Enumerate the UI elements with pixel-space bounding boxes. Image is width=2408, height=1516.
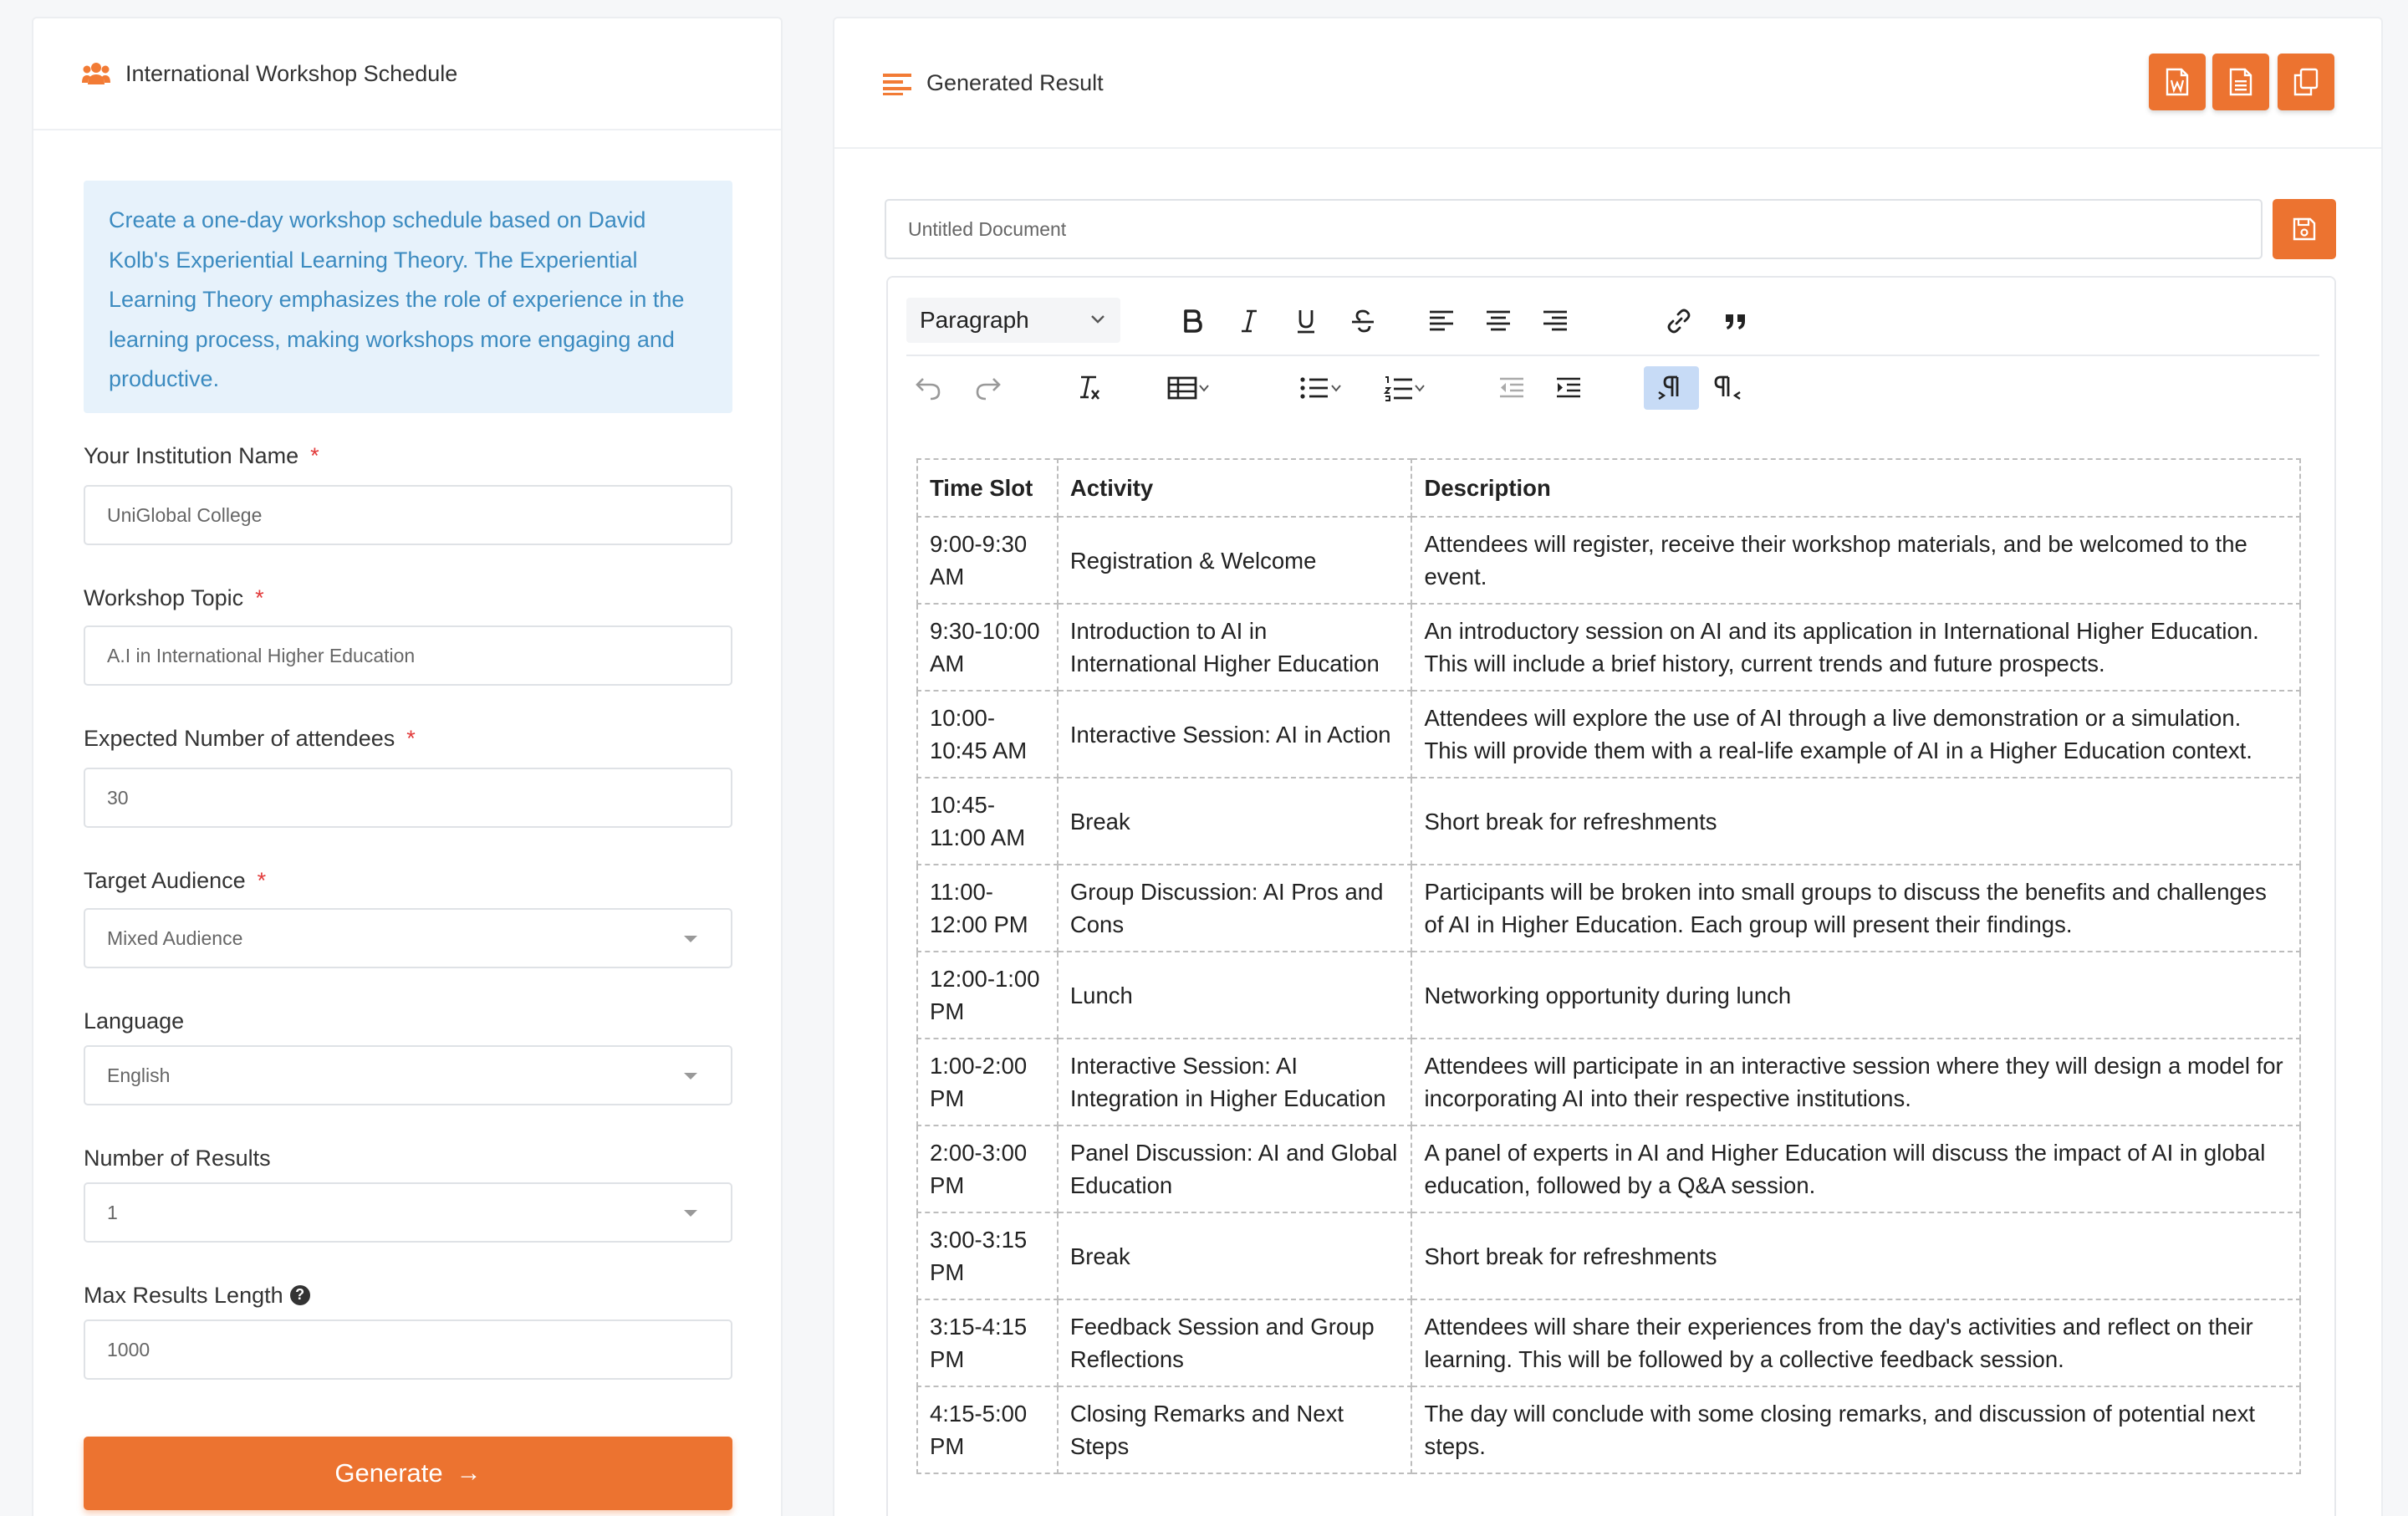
bullet-list-button[interactable] bbox=[1289, 366, 1353, 410]
blockquote-button[interactable] bbox=[1714, 299, 1758, 343]
institution-input[interactable]: UniGlobal College bbox=[84, 485, 732, 545]
cell-description: Attendees will share their experiences from the day's activities and reflect on their learning. This will be followed by a collective feedback session. bbox=[1411, 1299, 2300, 1386]
underline-button[interactable] bbox=[1284, 299, 1328, 343]
cell-activity: Break bbox=[1058, 1212, 1412, 1299]
table-row bbox=[917, 778, 2300, 865]
result-panel bbox=[833, 17, 2383, 1516]
caret-down-icon bbox=[684, 1210, 697, 1217]
cell-time-slot: 12:00-1:00 PM bbox=[917, 952, 1058, 1039]
italic-button[interactable] bbox=[1227, 299, 1271, 343]
results-value: 1 bbox=[107, 1201, 118, 1223]
cell-activity: Registration & Welcome bbox=[1058, 517, 1412, 604]
cell-activity: Group Discussion: AI Pros and Cons bbox=[1058, 865, 1412, 952]
align-left-icon bbox=[1428, 309, 1455, 333]
save-icon bbox=[2293, 217, 2316, 241]
undo-button[interactable] bbox=[906, 366, 950, 410]
export-document-button[interactable] bbox=[2212, 54, 2269, 110]
bold-icon bbox=[1180, 308, 1205, 334]
indent-button[interactable] bbox=[1547, 366, 1590, 410]
link-icon bbox=[1665, 307, 1693, 335]
link-button[interactable] bbox=[1657, 299, 1701, 343]
align-left-icon bbox=[883, 70, 911, 95]
align-center-button[interactable] bbox=[1477, 299, 1520, 343]
cell-activity: Lunch bbox=[1058, 952, 1412, 1039]
outdent-button[interactable] bbox=[1490, 366, 1533, 410]
cell-description: An introductory session on AI and its application in International Higher Education. This will include a brief history, current trends and future prospects. bbox=[1411, 604, 2300, 691]
cell-time-slot: 1:00-2:00 PM bbox=[917, 1039, 1058, 1126]
audience-value: Mixed Audience bbox=[107, 926, 243, 949]
cell-activity: Interactive Session: AI in Action bbox=[1058, 691, 1412, 778]
generate-label: Generate bbox=[334, 1458, 443, 1488]
clear-formatting-button[interactable] bbox=[1067, 366, 1110, 410]
cell-description: Short break for refreshments bbox=[1411, 1212, 2300, 1299]
table-button[interactable] bbox=[1157, 366, 1221, 410]
cell-time-slot: 4:15-5:00 PM bbox=[917, 1386, 1058, 1473]
table-row bbox=[917, 517, 2300, 604]
table-row bbox=[917, 1126, 2300, 1212]
clear-format-icon bbox=[1074, 374, 1103, 402]
numbered-list-icon bbox=[1383, 375, 1413, 401]
redo-icon bbox=[975, 375, 1002, 401]
cell-activity: Break bbox=[1058, 778, 1412, 865]
table-row bbox=[917, 1212, 2300, 1299]
form-panel bbox=[32, 17, 783, 1516]
document-export-icon bbox=[2228, 68, 2253, 96]
ltr-paragraph-icon bbox=[1657, 375, 1686, 401]
cell-time-slot: 10:00-10:45 AM bbox=[917, 691, 1058, 778]
max-length-input[interactable]: 1000 bbox=[84, 1319, 732, 1380]
language-select[interactable] bbox=[84, 1045, 732, 1105]
rtl-direction-button[interactable] bbox=[1706, 366, 1749, 410]
language-value: English bbox=[107, 1064, 171, 1086]
outdent-icon bbox=[1498, 376, 1525, 400]
document-title-input[interactable]: Untitled Document bbox=[885, 199, 2263, 259]
block-format-select[interactable] bbox=[906, 298, 1120, 343]
question-circle-icon[interactable]: ? bbox=[290, 1285, 310, 1305]
align-right-icon bbox=[1542, 309, 1569, 333]
result-title: Generated Result bbox=[926, 69, 1104, 95]
results-select[interactable] bbox=[84, 1182, 732, 1243]
numbered-list-button[interactable] bbox=[1373, 366, 1436, 410]
chevron-down-icon bbox=[1329, 381, 1343, 395]
bold-button[interactable] bbox=[1171, 299, 1214, 343]
cell-activity: Closing Remarks and Next Steps bbox=[1058, 1386, 1412, 1473]
cell-activity: Panel Discussion: AI and Global Education bbox=[1058, 1126, 1412, 1212]
results-label: Number of Results bbox=[84, 1146, 271, 1171]
cell-time-slot: 9:00-9:30 AM bbox=[917, 517, 1058, 604]
schedule-table bbox=[916, 458, 2301, 1474]
table-row bbox=[917, 1039, 2300, 1126]
table-row bbox=[917, 691, 2300, 778]
cell-time-slot: 2:00-3:00 PM bbox=[917, 1126, 1058, 1212]
users-icon bbox=[82, 61, 110, 86]
rich-text-editor[interactable] bbox=[886, 276, 2336, 1516]
table-row bbox=[917, 1299, 2300, 1386]
align-left-button[interactable] bbox=[1420, 299, 1463, 343]
chevron-down-icon bbox=[1089, 309, 1107, 328]
copy-icon bbox=[2293, 68, 2319, 96]
ltr-direction-button[interactable] bbox=[1644, 366, 1699, 410]
table-header-row bbox=[917, 459, 2300, 517]
attendees-input[interactable]: 30 bbox=[84, 768, 732, 828]
cell-description: Participants will be broken into small groups to discuss the benefits and challenges of AI in Higher Education. Each group will present their findings. bbox=[1411, 865, 2300, 952]
cell-activity: Introduction to AI in International Higher Education bbox=[1058, 604, 1412, 691]
generate-button[interactable] bbox=[84, 1437, 732, 1510]
audience-label: Target Audience * bbox=[84, 868, 267, 893]
table-row bbox=[917, 952, 2300, 1039]
italic-icon bbox=[1237, 308, 1262, 334]
cell-description: Short break for refreshments bbox=[1411, 778, 2300, 865]
editor-toolbar bbox=[888, 278, 2334, 428]
indent-icon bbox=[1555, 376, 1582, 400]
redo-button[interactable] bbox=[967, 366, 1010, 410]
topic-input[interactable]: A.I in International Higher Education bbox=[84, 625, 732, 686]
align-right-button[interactable] bbox=[1533, 299, 1577, 343]
cell-time-slot: 10:45-11:00 AM bbox=[917, 778, 1058, 865]
undo-icon bbox=[915, 375, 941, 401]
table-row bbox=[917, 865, 2300, 952]
topic-label: Workshop Topic * bbox=[84, 585, 264, 610]
language-label: Language bbox=[84, 1008, 185, 1034]
cell-time-slot: 11:00-12:00 PM bbox=[917, 865, 1058, 952]
cell-time-slot: 3:00-3:15 PM bbox=[917, 1212, 1058, 1299]
cell-description: Attendees will explore the use of AI through a live demonstration or a simulation. This will provide them with a real-life example of AI in a Higher Education context. bbox=[1411, 691, 2300, 778]
bullet-list-icon bbox=[1299, 375, 1329, 401]
table-row bbox=[917, 604, 2300, 691]
audience-select[interactable] bbox=[84, 908, 732, 968]
arrow-right-icon: → bbox=[456, 1459, 482, 1487]
chevron-down-icon bbox=[1197, 381, 1211, 395]
attendees-label: Expected Number of attendees * bbox=[84, 726, 416, 751]
strikethrough-button[interactable] bbox=[1341, 299, 1385, 343]
caret-down-icon bbox=[684, 1073, 697, 1080]
cell-description: Attendees will register, receive their workshop materials, and be welcomed to the event. bbox=[1411, 517, 2300, 604]
cell-description: Attendees will participate in an interactive session where they will design a model for incorporating AI into their respective institutions. bbox=[1411, 1039, 2300, 1126]
cell-activity: Interactive Session: AI Integration in Higher Education bbox=[1058, 1039, 1412, 1126]
cell-description: The day will conclude with some closing remarks, and discussion of potential next steps. bbox=[1411, 1386, 2300, 1473]
institution-label: Your Institution Name * bbox=[84, 443, 319, 468]
cell-description: A panel of experts in AI and Higher Education will discuss the impact of AI in global education, followed by a Q&A session. bbox=[1411, 1126, 2300, 1212]
cell-time-slot: 3:15-4:15 PM bbox=[917, 1299, 1058, 1386]
block-format-value: Paragraph bbox=[920, 307, 1029, 333]
quote-icon bbox=[1723, 309, 1748, 333]
form-title: International Workshop Schedule bbox=[125, 60, 458, 86]
chevron-down-icon bbox=[1413, 381, 1426, 395]
table-icon bbox=[1167, 375, 1197, 401]
rtl-paragraph-icon bbox=[1713, 375, 1742, 401]
save-document-button[interactable] bbox=[2273, 199, 2336, 259]
editor-content[interactable] bbox=[888, 428, 2334, 1516]
header-activity: Activity bbox=[1058, 459, 1412, 517]
export-word-button[interactable] bbox=[2149, 54, 2206, 110]
max-length-label: Max Results Length ? bbox=[84, 1283, 310, 1309]
word-export-icon bbox=[2165, 68, 2190, 96]
cell-time-slot: 9:30-10:00 AM bbox=[917, 604, 1058, 691]
strikethrough-icon bbox=[1349, 308, 1376, 334]
prompt-description: Create a one-day workshop schedule based on David Kolb's Experiential Learning Theory. The Experiential Learning Theory emphasizes the role of experience in the learning process, making workshops more engaging and productive. bbox=[84, 181, 732, 413]
caret-down-icon bbox=[684, 936, 697, 942]
header-description: Description bbox=[1411, 459, 2300, 517]
cell-activity: Feedback Session and Group Reflections bbox=[1058, 1299, 1412, 1386]
form-panel-header bbox=[33, 18, 781, 130]
header-time-slot: Time Slot bbox=[917, 459, 1058, 517]
copy-button[interactable] bbox=[2278, 54, 2334, 110]
align-center-icon bbox=[1485, 309, 1512, 333]
toolbar-divider bbox=[906, 355, 2319, 356]
table-row bbox=[917, 1386, 2300, 1473]
underline-icon bbox=[1293, 308, 1319, 334]
cell-description: Networking opportunity during lunch bbox=[1411, 952, 2300, 1039]
